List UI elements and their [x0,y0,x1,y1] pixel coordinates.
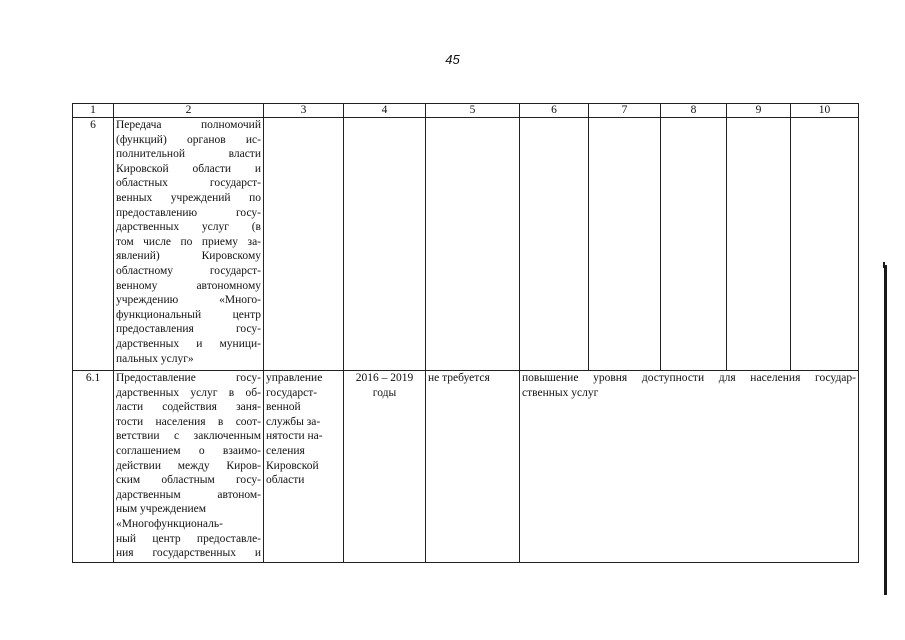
column-header: 5 [426,104,520,118]
text-line: Предоставление госу- [116,372,261,384]
text-line: дарственных услуг в об- [116,386,261,399]
text-line: пальных услуг» [116,352,194,365]
empty-cell [589,118,661,371]
text-line: государст- [266,386,318,399]
text-line: венной [266,401,301,414]
text-line: управление [266,372,323,384]
empty-cell [264,118,344,371]
text-line: нятости на- [266,430,323,443]
text-line: дарственных услуг (в [116,221,261,234]
text-line: ния государственных и [116,547,261,560]
text-line: ласти содействия заня- [116,401,261,414]
column-header: 9 [727,104,791,118]
column-header: 8 [661,104,727,118]
executor-cell [264,371,344,563]
text-line: том числе по приему за- [116,235,261,248]
text-line: учреждению «Много- [116,294,261,307]
text-line: соглашением о взаимо- [116,444,261,457]
text-line: областных государст- [116,177,261,190]
empty-cell [661,118,727,371]
text-line: селения [266,444,305,457]
text-line: дарственных и муници- [116,337,261,350]
text-line: полнительной власти [116,148,261,161]
row-number: 6 [73,118,114,371]
text-line: службы за- [266,415,321,428]
funding-cell [426,371,520,563]
text-line: тости населения в соот- [116,415,261,428]
text-line: венных учреждений по [116,191,261,204]
document-table [72,103,859,563]
page-number: 45 [445,52,460,67]
text-line: не требуется [428,372,490,384]
text-line: ный центр предоставле- [116,532,261,545]
column-header: 3 [264,104,344,118]
measure-description [114,118,264,371]
empty-cell [426,118,520,371]
text-line: «Многофункциональ- [116,517,223,530]
text-line: предоставления госу- [116,323,261,336]
text-line: 2016 – 2019 [355,372,414,384]
text-line: области [266,474,305,487]
text-line: ским областным госу- [116,474,261,487]
text-line: ветствии с заключенным [116,430,261,443]
empty-cell [344,118,426,371]
column-header: 6 [520,104,589,118]
table-header-row [73,104,859,118]
text-line: ным учреждением [116,503,207,516]
empty-cell [727,118,791,371]
text-line: Кировской [266,459,319,472]
table-row [73,371,859,563]
measure-description [114,371,264,563]
text-line: функциональный центр [116,308,261,321]
result-cell [520,371,859,563]
text-line: (функций) органов ис- [116,133,261,146]
column-header: 1 [73,104,114,118]
text-line: повышение уровня доступности для населения государ- [522,372,856,384]
text-line: венному автономному [116,279,261,292]
text-line: Кировской области и [116,162,261,175]
scan-margin-tick [883,262,885,268]
column-header: 10 [791,104,859,118]
column-header: 2 [114,104,264,118]
text-line: предоставлению госу- [116,206,261,219]
text-line: Передача полномочий [116,119,261,131]
text-line: явлений) Кировскому [116,250,261,263]
text-line: ственных услуг [522,386,599,399]
text-line: дарственным автоном- [116,488,261,501]
text-line: годы [372,386,397,399]
scan-margin-bar [884,265,887,595]
empty-cell [791,118,859,371]
table-row [73,118,859,371]
row-number: 6.1 [73,371,114,563]
column-header: 4 [344,104,426,118]
text-line: областному государст- [116,264,261,277]
column-header: 7 [589,104,661,118]
text-line: действии между Киров- [116,459,261,472]
period-cell [344,371,426,563]
empty-cell [520,118,589,371]
